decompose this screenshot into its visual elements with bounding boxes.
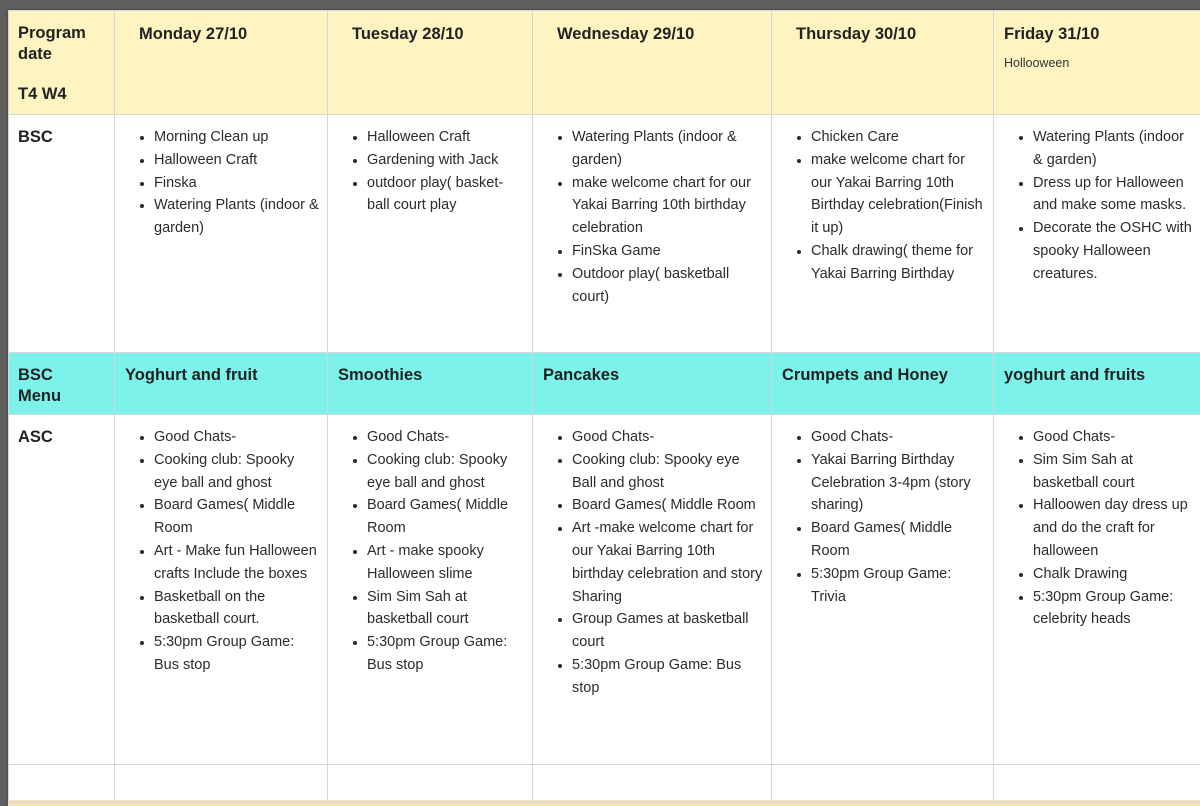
activity-item: • Halloowen day dress up and do the craft for halloween [1033, 494, 1192, 562]
asc-monday-cell [115, 415, 328, 765]
term-week-label: T4 W4 [18, 85, 67, 103]
activity-list [772, 415, 993, 608]
asc-friday-cell [994, 415, 1200, 765]
menu-monday-cell [115, 353, 328, 415]
activity-item: • Halloween Craft [367, 126, 524, 149]
menu-thursday-cell [772, 353, 994, 415]
activity-list [772, 115, 993, 286]
activity-list [533, 115, 771, 308]
activity-item: • 5:30pm Group Game: Trivia [811, 563, 985, 609]
program-date-label-line2: date [18, 45, 52, 63]
activity-list [994, 415, 1200, 631]
activity-item: • Cooking club: Spooky eye ball and ghost [367, 449, 524, 495]
activity-item: • Yakai Barring Birthday Celebration 3-4pm (story sharing) [811, 449, 985, 517]
day-header-thursday [772, 11, 994, 115]
bsc-menu-label-line1: BSC [18, 366, 53, 384]
day-header-tuesday [328, 11, 533, 115]
activity-item: • Decorate the OSHC with spooky Halloween creatures. [1033, 217, 1192, 285]
menu-friday-cell [994, 353, 1200, 415]
bsc-menu-label-cell [9, 353, 115, 415]
day-header-wednesday [533, 11, 772, 115]
weekly-program-table [8, 10, 1200, 803]
empty-cell [9, 765, 115, 803]
asc-row [9, 415, 1200, 765]
activity-item: • Board Games( Middle Room [154, 494, 319, 540]
activity-item: • Chicken Care [811, 126, 985, 149]
bsc-wednesday-cell [533, 115, 772, 353]
activity-item: • Cooking club: Spooky eye Ball and ghost [572, 449, 763, 495]
day-header-monday [115, 11, 328, 115]
day-title: Monday 27/10 [139, 25, 248, 43]
menu-wednesday-cell [533, 353, 772, 415]
activity-item: • Board Games( Middle Room [811, 517, 985, 563]
activity-item: • Sim Sim Sah at basketball court [1033, 449, 1192, 495]
activity-item: • 5:30pm Group Game: celebrity heads [1033, 586, 1192, 632]
asc-label: ASC [18, 428, 53, 446]
menu-item: Yoghurt and fruit [125, 366, 258, 384]
day-title: Thursday 30/10 [796, 25, 917, 43]
activity-item: • Watering Plants (indoor & garden) [154, 194, 319, 240]
activity-item: • 5:30pm Group Game: Bus stop [367, 631, 524, 677]
menu-tuesday-cell [328, 353, 533, 415]
day-header-friday [994, 11, 1200, 115]
day-title: Wednesday 29/10 [557, 25, 695, 43]
activity-item: • Board Games( Middle Room [572, 494, 763, 517]
activity-list [994, 115, 1200, 286]
activity-item: • Sim Sim Sah at basketball court [367, 586, 524, 632]
menu-item: yoghurt and fruits [1004, 366, 1146, 384]
program-date-label-line1: Program [18, 24, 86, 42]
asc-wednesday-cell [533, 415, 772, 765]
bsc-label: BSC [18, 128, 53, 146]
activity-item: • Art - make spooky Halloween slime [367, 540, 524, 586]
activity-item: • Dress up for Halloween and make some masks. [1033, 172, 1192, 218]
asc-tuesday-cell [328, 415, 533, 765]
bsc-monday-cell [115, 115, 328, 353]
activity-item: • Finska [154, 172, 319, 195]
bsc-label-cell [9, 115, 115, 353]
asc-thursday-cell [772, 415, 994, 765]
day-subtitle: Hollooween [1004, 56, 1070, 70]
asc-label-cell [9, 415, 115, 765]
empty-cell [772, 765, 994, 803]
activity-item: • Board Games( Middle Room [367, 494, 524, 540]
bsc-tuesday-cell [328, 115, 533, 353]
activity-item: • Art -make welcome chart for our Yakai Barring 10th birthday celebration and story Sharing [572, 517, 763, 608]
activity-item: • Group Games at basketball court [572, 608, 763, 654]
header-row [9, 11, 1200, 115]
activity-item: • Cooking club: Spooky eye ball and ghost [154, 449, 319, 495]
menu-item: Pancakes [543, 366, 620, 384]
empty-row [9, 765, 1200, 803]
activity-item: • make welcome chart for our Yakai Barring 10th Birthday celebration(Finish it up) [811, 149, 985, 240]
day-title: Friday 31/10 [1004, 25, 1100, 43]
program-date-cell [9, 11, 115, 115]
activity-item: • make welcome chart for our Yakai Barring 10th birthday celebration [572, 172, 763, 240]
activity-item: • outdoor play( basket-ball court play [367, 172, 524, 218]
activity-list [115, 415, 327, 677]
activity-item: • Good Chats- [154, 426, 319, 449]
bsc-menu-row [9, 353, 1200, 415]
empty-cell [994, 765, 1200, 803]
activity-item: • Basketball on the basketball court. [154, 586, 319, 632]
activity-item: • Good Chats- [367, 426, 524, 449]
bsc-row [9, 115, 1200, 353]
activity-item: • Good Chats- [811, 426, 985, 449]
day-title: Tuesday 28/10 [352, 25, 464, 43]
bsc-thursday-cell [772, 115, 994, 353]
activity-item: • Good Chats- [572, 426, 763, 449]
activity-list [115, 115, 327, 240]
activity-list [533, 415, 771, 700]
activity-item: • 5:30pm Group Game: Bus stop [572, 654, 763, 700]
activity-list [328, 115, 532, 217]
activity-item: • Watering Plants (indoor & garden) [572, 126, 763, 172]
empty-cell [115, 765, 328, 803]
activity-item: • FinSka Game [572, 240, 763, 263]
menu-item: Crumpets and Honey [782, 366, 948, 384]
activity-item: • Good Chats- [1033, 426, 1192, 449]
activity-item: • Art - Make fun Halloween crafts Include the boxes [154, 540, 319, 586]
bsc-menu-label-line2: Menu [18, 387, 62, 405]
activity-item: • Outdoor play( basketball court) [572, 263, 763, 309]
bsc-friday-cell [994, 115, 1200, 353]
activity-item: • Chalk drawing( theme for Yakai Barring Birthday [811, 240, 985, 286]
activity-item: • Halloween Craft [154, 149, 319, 172]
empty-cell [328, 765, 533, 803]
empty-cell [533, 765, 772, 803]
activity-item: • Chalk Drawing [1033, 563, 1192, 586]
activity-item: • Watering Plants (indoor & garden) [1033, 126, 1192, 172]
activity-item: • 5:30pm Group Game: Bus stop [154, 631, 319, 677]
activity-item: • Gardening with Jack [367, 149, 524, 172]
activity-item: • Morning Clean up [154, 126, 319, 149]
menu-item: Smoothies [338, 366, 423, 384]
activity-list [328, 415, 532, 677]
